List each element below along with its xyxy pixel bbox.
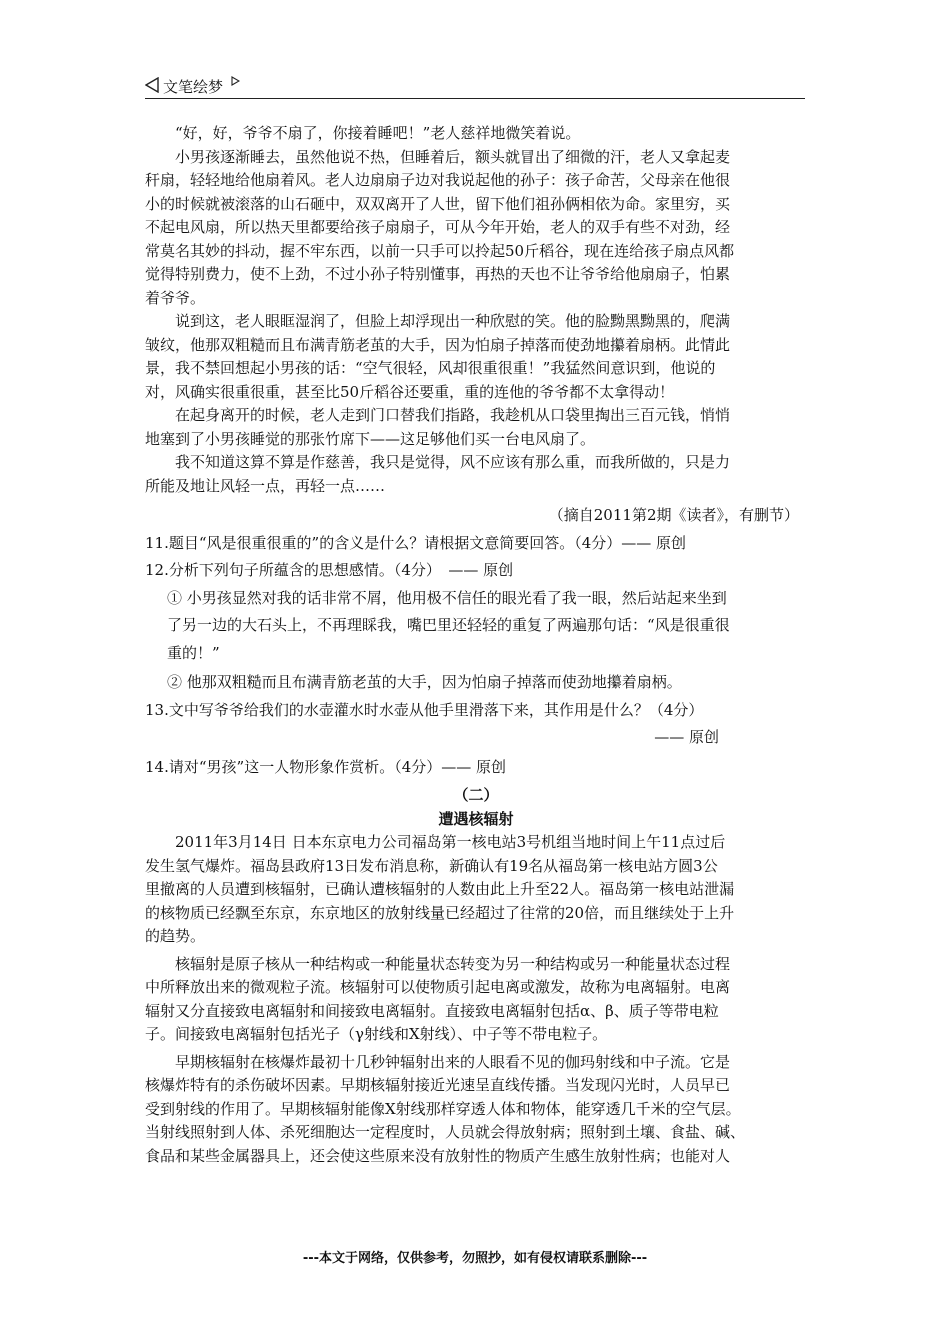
text-line: 我不知道这算不算是作慈善，我只是觉得，风不应该有那么重，而我所做的，只是力 xyxy=(175,453,731,471)
quote-1-end: 重的！” xyxy=(167,643,220,662)
text-line: 皱纹，他那双粗糙而且布满青筋老茧的大手，因为怕扇子掉落而使劲地攥着扇柄。此情此 xyxy=(145,335,731,354)
text-line: 核辐射是原子核从一种结构或一种能量状态转变为另一种结构或另一种能量状态过程 xyxy=(175,954,731,973)
text-line: 子。间接致电离辐射包括光子（γ射线和X射线）、中子等不带电粒子。 xyxy=(145,1025,608,1043)
text-line: 小男孩逐渐睡去，虽然他说不热，但睡着后，额头就冒出了细微的汗，老人又拿起麦 xyxy=(175,147,731,166)
triangle-right-icon xyxy=(231,75,240,89)
quote-2: ② 他那双粗糙而且布满青筋老茧的大手，因为怕扇子掉落而使劲地攥着扇柄。 xyxy=(167,673,682,691)
text-line: 辐射又分直接致电离辐射和间接致电离辐射。直接致电离辐射包括α、β、质子等带电粒 xyxy=(145,1001,719,1020)
text-line: 不起电风扇，所以热天里都要给孩子扇扇子，可从今年开始，老人的双手有些不对劲，经 xyxy=(145,218,731,236)
text-line: 常莫名其妙的抖动，握不牢东西，以前一只手可以拎起50斤稻谷，现在连给孩子扇点风都 xyxy=(145,241,735,260)
text-line: 食品和某些金属器具上，还会使这些原来没有放射性的物质产生感生放射性病；也能对人 xyxy=(145,1146,731,1165)
text-line: 秆扇，轻轻地给他扇着风。老人边扇扇子边对我说起他的孙子：孩子命苦，父母亲在他很 xyxy=(145,171,731,189)
text-line: 小的时候就被滚落的山石砸中，双双离开了人世，留下他们祖孙俩相依为命。家里穷，买 xyxy=(145,194,731,213)
text-line: 中所释放出来的微观粒子流。核辐射可以使物质引起电离或激发，故称为电离辐射。电离 xyxy=(145,978,731,996)
question-12: 12.分析下列句子所蕴含的思想感情。（4分） —— 原创 xyxy=(145,561,514,579)
text-line: 说到这，老人眼眶湿润了，但脸上却浮现出一种欣慰的笑。他的脸黝黑黝黑的，爬满 xyxy=(175,312,731,330)
text-line: 在起身离开的时候，老人走到门口替我们指路，我趁机从口袋里掏出三百元钱，悄悄 xyxy=(175,406,731,424)
question-14: 14.请对“男孩”这一人物形象作赏析。（4分）—— 原创 xyxy=(145,757,507,776)
source-citation: （摘自2011第2期《读者》，有删节） xyxy=(548,506,799,524)
text-line: 2011年3月14日 日本东京电力公司福岛第一核电站3号机组当地时间上午11点过后 xyxy=(175,833,726,851)
page-header xyxy=(145,74,805,99)
header-brand: 文笔绘梦 xyxy=(163,78,224,96)
question-13: 13.文中写爷爷给我们的水壶灌水时水壶从他手里滑落下来，其作用是什么？（4分） xyxy=(145,700,704,719)
quote-1: ① 小男孩显然对我的话非常不屑，他用极不信任的眼光看了我一眼，然后站起来坐到 xyxy=(167,588,727,607)
text-line: 地塞到了小男孩睡觉的那张竹席下——这足够他们买一台电风扇了。 xyxy=(145,429,596,448)
page-footer: ---本文于网络，仅供参考，勿照抄，如有侵权请联系删除--- xyxy=(302,1251,648,1266)
text-line: 发生氢气爆炸。福岛县政府13日发布消息称，新确认有19名从福岛第一核电站方圆3公 xyxy=(145,856,718,875)
text-line: 的核物质已经飘至东京，东京地区的放射线量已经超过了往常的20倍，而且继续处于上升 xyxy=(145,903,735,922)
text-line: 早期核辐射在核爆炸最初十几秒钟辐射出来的人眼看不见的伽玛射线和中子流。它是 xyxy=(175,1052,731,1071)
quote-1-cont: 了另一边的大石头上，不再理睬我，嘴巴里还轻轻的重复了两遍那句话：“风是很重很 xyxy=(167,616,730,634)
triangle-left-icon xyxy=(145,77,159,97)
text-line: “好，好，爷爷不扇了，你接着睡吧！”老人慈祥地微笑着说。 xyxy=(175,124,581,142)
question-13-source: —— 原创 xyxy=(654,728,719,746)
text-line: 核爆炸特有的杀伤破坏因素。早期核辐射接近光速呈直线传播。当发现闪光时，人员早已 xyxy=(145,1076,731,1094)
text-line: 所能及地让风轻一点，再轻一点…… xyxy=(145,476,386,495)
text-line: 对，风确实很重很重，甚至比50斤稻谷还要重，重的连他的爷爷都不太拿得动！ xyxy=(145,382,675,401)
text-line: 当射线照射到人体、杀死细胞达一定程度时，人员就会得放射病；照射到土壤、食盐、碱、 xyxy=(145,1123,746,1141)
text-line: 景，我不禁回想起小男孩的话：“空气很轻，风却很重很重！”我猛然间意识到，他说的 xyxy=(145,359,716,377)
section-title: 遭遇核辐射 xyxy=(438,810,514,828)
question-11: 11.题目“风是很重很重的”的含义是什么？请根据文意简要回答。（4分）—— 原创 xyxy=(145,533,687,552)
text-line: 着爷爷。 xyxy=(145,288,206,307)
text-line: 的趋势。 xyxy=(145,927,206,945)
text-line: 里撤离的人员遭到核辐射，已确认遭核辐射的人数由此上升至22人。福岛第一核电站泄漏 xyxy=(145,880,735,898)
text-line: 受到射线的作用了。早期核辐射能像X射线那样穿透人体和物体，能穿透几千米的空气层。 xyxy=(145,1099,741,1118)
document-body xyxy=(145,122,807,1168)
section-number: （二） xyxy=(453,786,499,804)
text-line: 觉得特别费力，使不上劲，不过小孙子特别懂事，再热的天也不让爷爷给他扇扇子，怕累 xyxy=(145,265,731,283)
